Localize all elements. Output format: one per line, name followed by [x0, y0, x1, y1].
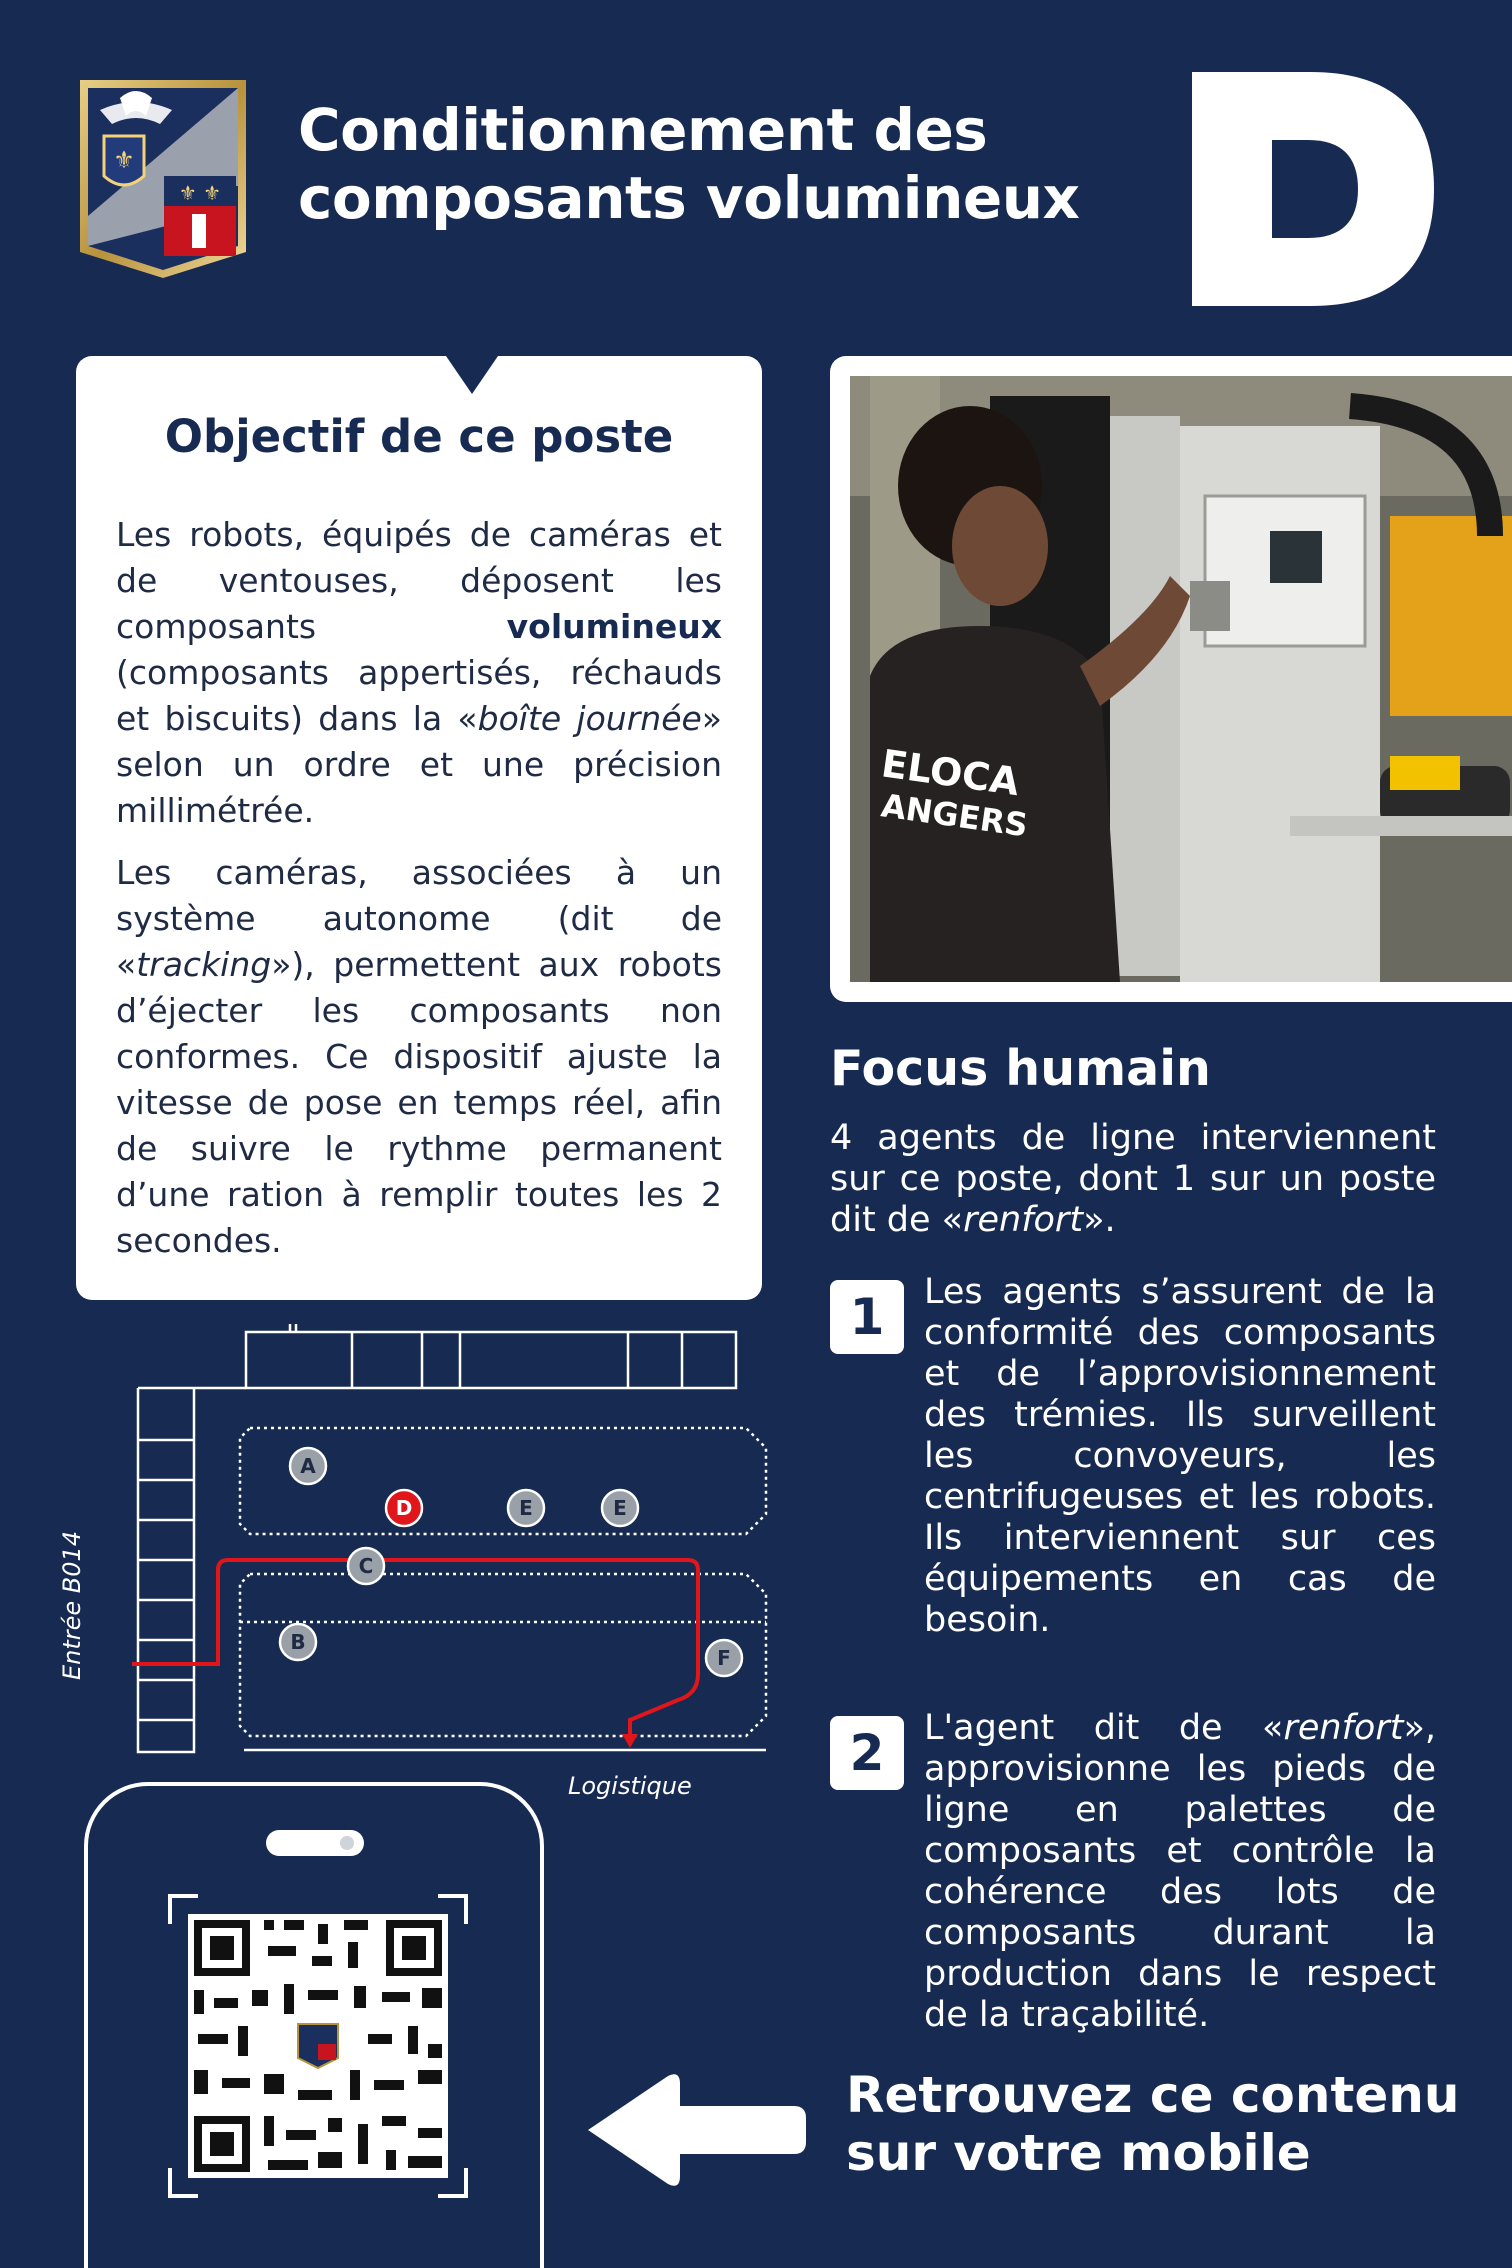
- p1-bold: volumineux: [506, 607, 722, 646]
- p1-italic: boîte journée: [477, 699, 702, 738]
- svg-text:⚜: ⚜: [113, 146, 135, 174]
- step-2-number: 2: [830, 1716, 904, 1790]
- objectif-paragraph-2: [116, 850, 722, 1264]
- step2-italic: renfort: [1283, 1708, 1404, 1748]
- p2-end: »), permettent aux robots d’éjecter les composants non conformes. Ce dispositif ajuste la vitesse de pose en temps réel, afin de suivre le rythme permanent d’une ration à remplir toutes les 2 secondes.: [116, 945, 722, 1260]
- step-2-text: [924, 1708, 1436, 2036]
- title-line-1: Conditionnement des: [298, 96, 988, 164]
- step2-start: L'agent dit de «: [924, 1708, 1284, 1748]
- marker-e2-label: E: [613, 1496, 627, 1520]
- card-notch: [446, 356, 498, 394]
- intro-italic: renfort: [963, 1200, 1084, 1240]
- logistics-label: Logistique: [568, 1772, 692, 1800]
- marker-e1-label: E: [519, 1496, 533, 1520]
- focus-heading: Focus humain: [830, 1040, 1211, 1097]
- step-1-number: 1: [830, 1280, 904, 1354]
- p1-start: Les robots, équipés de caméras et de ventouses, déposent les composants: [116, 515, 722, 646]
- route-arrowhead: [622, 1734, 638, 1748]
- entrance-label: Entrée B014: [58, 1530, 86, 1680]
- p1-mid: (composants appertisés, réchauds et biscuits) dans la «: [116, 653, 722, 738]
- objectif-paragraph-1: [116, 512, 722, 834]
- objectif-heading: Objectif de ce poste: [164, 410, 674, 463]
- p2-start: Les caméras, associées à un système autonome (dit de «: [116, 853, 722, 984]
- shirt-text-2: ANGERS: [878, 786, 1031, 845]
- cta-line-2: sur votre mobile: [846, 2124, 1311, 2182]
- marker-b-label: B: [290, 1630, 306, 1654]
- svg-text:⚜ ⚜: ⚜ ⚜: [178, 181, 222, 205]
- call-to-action: [846, 2066, 1459, 2182]
- qr-code[interactable]: [168, 1894, 468, 2198]
- step-1-text: Les agents s’assurent de la conformité des composants et de l’approvisionnement des trémies. Ils surveillent les convoyeurs, les centrifugeuses et les robots. Ils interviennent sur ces équipements en cas de besoin.: [924, 1272, 1436, 1640]
- title-line-2: composants volumineux: [298, 164, 1080, 232]
- shirt-text-1: ELOCA: [878, 741, 1022, 805]
- cta-line-1: Retrouvez ce contenu: [846, 2066, 1460, 2124]
- step2-end: », approvisionne les pieds de ligne en palettes de composants et contrôle la cohérence des lots de composants durant la production dans le respect de la traçabilité.: [924, 1708, 1436, 2035]
- page-title: [298, 96, 1198, 232]
- p2-italic: tracking: [136, 945, 272, 984]
- intro-start: 4 agents de ligne interviennent sur ce poste, dont 1 sur un poste dit de «: [830, 1118, 1436, 1240]
- p1-end: » selon un ordre et une précision millimétrée.: [116, 699, 722, 830]
- objectif-card: [76, 356, 762, 1300]
- marker-d-label: D: [395, 1496, 413, 1520]
- arrow-left-icon: [584, 2072, 810, 2188]
- intro-end: ».: [1083, 1200, 1116, 1240]
- phone-outline: [84, 1782, 544, 2268]
- operator-photo: [850, 376, 1512, 982]
- photo-frame: [830, 356, 1512, 1002]
- phone-speaker: [266, 1830, 364, 1856]
- route-path: [132, 1560, 698, 1740]
- crest-logo: [76, 76, 250, 282]
- objectif-text: [116, 512, 722, 1280]
- marker-c-label: C: [358, 1554, 374, 1578]
- marker-a-label: A: [300, 1454, 316, 1478]
- floor-plan: [70, 1310, 790, 1810]
- marker-f-label: F: [717, 1646, 731, 1670]
- focus-intro: [830, 1118, 1436, 1241]
- station-letter-badge: [1192, 72, 1434, 306]
